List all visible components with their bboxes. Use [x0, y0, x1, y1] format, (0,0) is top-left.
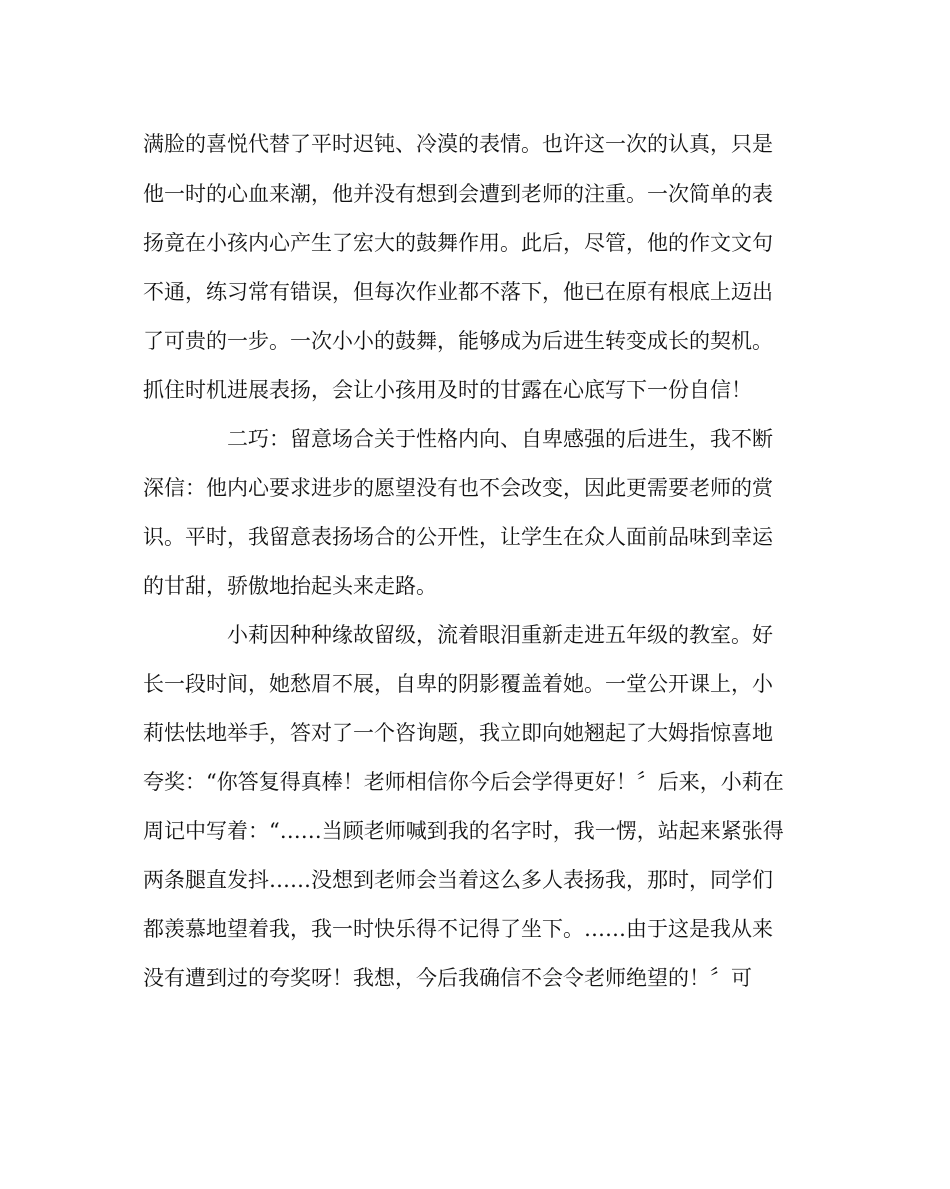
text-line-9: 识。平时，我留意表扬场合的公开性，让学生在众人面前品味到幸运	[143, 525, 773, 549]
text-line-8: 深信：他内心要求进步的愿望没有也不会改变，因此更需要老师的赏	[143, 476, 773, 500]
paragraph-start-line: 二巧：留意场合关于性格内向、自卑感强的后进生，我不断	[227, 427, 773, 451]
text-line-3: 扬竟在小孩内心产生了宏大的鼓舞作用。此后，尽管，他的作文文句	[143, 231, 773, 255]
text-line-18: 没有遭到过的夸奖呀！我想，今后我确信不会令老师绝望的！〞可	[143, 966, 752, 990]
text-line-5: 了可贵的一步。一次小小的鼓舞，能够成为后进生转变成长的契机。	[143, 329, 773, 353]
text-line-2: 他一时的心血来潮，他并没有想到会遭到老师的注重。一次简单的表	[143, 182, 773, 206]
text-line-16: 两条腿直发抖……没想到老师会当着这么多人表扬我，那时，同学们	[143, 868, 773, 892]
text-line-1: 满脸的喜悦代替了平时迟钝、冷漠的表情。也许这一次的认真，只是	[143, 132, 773, 156]
text-line-17: 都羡慕地望着我，我一时快乐得不记得了坐下。……由于这是我从来	[143, 917, 773, 941]
text-line-14: 夸奖：“你答复得真棒！老师相信你今后会学得更好！〞后来，小莉在	[143, 770, 784, 794]
text-line-10: 的甘甜，骄傲地抬起头来走路。	[143, 574, 437, 598]
text-line-15: 周记中写着：“……当顾老师喊到我的名字时，我一愣，站起来紧张得	[143, 819, 784, 843]
text-line-12: 长一段时间，她愁眉不展，自卑的阴影覆盖着她。一堂公开课上，小	[143, 672, 773, 696]
text-line-4: 不通，练习常有错误，但每次作业都不落下，他已在原有根底上迈出	[143, 280, 773, 304]
text-line-13: 莉怯怯地举手，答对了一个咨询题，我立即向她翘起了大姆指惊喜地	[143, 721, 773, 745]
paragraph-start-line: 小莉因种种缘故留级，流着眼泪重新走进五年级的教室。好	[227, 623, 773, 647]
text-line-6: 抓住时机进展表扬，会让小孩用及时的甘露在心底写下一份自信！	[143, 378, 752, 402]
